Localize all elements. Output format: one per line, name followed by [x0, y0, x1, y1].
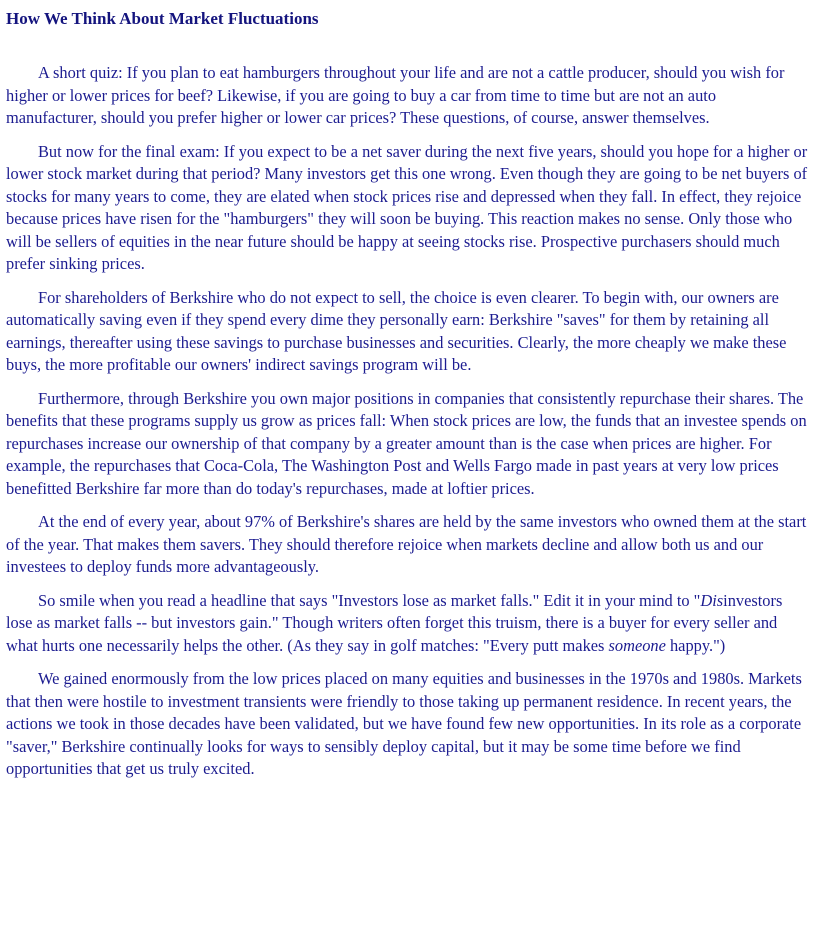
paragraph-repurchases: [6, 388, 808, 501]
paragraph-final-exam: [6, 141, 808, 276]
paragraph-headline: [6, 590, 808, 658]
paragraph-text: But now for the final exam: If you expect to be a net saver during the next five years, should you hope for a higher or lower stock market during that period? Many investors get this one wrong. Even though they are going to be net buyers of stocks for many years to come, they are elated when stock prices rise and depressed when they fall. In effect, they rejoice because prices have risen for the "hamburgers" they will soon be buying. This reaction makes no sense. Only those who will be sellers of equities in the near future should be happy at seeing stocks rise. Prospective purchasers should much prefer sinking prices.: [6, 141, 808, 273]
document-title: How We Think About Market Fluctuations: [6, 9, 319, 28]
paragraph-shareholders: [6, 287, 808, 377]
paragraph-text: We gained enormously from the low prices placed on many equities and businesses in the 1970s and 1980s. Markets that then were hostile to investment transients were friendly to those taking up permanent residence. In recent years, the actions we took in those decades have been validated, but we have found few new opportunities. In its role as a corporate "saver," Berkshire continually looks for ways to sensibly deploy capital, but it may be some time before we find opportunities that get us truly excited.: [6, 669, 802, 778]
italic-text: Dis: [700, 590, 724, 610]
paragraph-text: For shareholders of Berkshire who do not expect to sell, the choice is even clearer. To begin with, our owners are automatically saving even if they spend every dime they personally earn: Berkshire "saves" for them by retaining all earnings, thereafter using these savings to purchase businesses and securities. Clearly, the more cheaply we make these buys, the more profitable our owners' indirect savings program will be.: [6, 287, 787, 374]
italic-text: someone: [608, 635, 666, 655]
paragraph-quiz: [6, 62, 808, 130]
paragraph-text: Furthermore, through Berkshire you own major positions in companies that consistently repurchase their shares. The benefits that these programs supply us grow as prices fall: When stock prices are low, the funds that an investee spends on repurchases increase our ownership of that company by a greater amount than is the case when prices are higher. For example, the repurchases that Coca-Cola, The Washington Post and Wells Fargo made in past years at very low prices benefitted Berkshire far more than do today's repurchases, made at loftier prices.: [6, 388, 807, 498]
paragraph-text: So smile when you read a headline that says "Investors lose as market falls." Edit it in your mind to ": [38, 590, 701, 610]
paragraph-text: A short quiz: If you plan to eat hamburgers throughout your life and are not a cattle producer, should you wish for higher or lower prices for beef? Likewise, if you are going to buy a car from time to time but are not an auto manufacturer, should you prefer higher or lower car prices? These questions, of course, answer themselves.: [6, 63, 785, 127]
document-body: [6, 62, 808, 781]
paragraph-text: investors lose as market falls -- but investors gain." Though writers often forget this truism, there is a buyer for every seller and what hurts one necessarily helps the other. (As they say in golf matches: "Every putt makes: [6, 590, 783, 655]
paragraph-text: happy."): [665, 635, 726, 655]
paragraph-text: At the end of every year, about 97% of Berkshire's shares are held by the same investors who owned them at the start of the year. That makes them savers. They should therefore rejoice when markets decline and allow both us and our investees to deploy funds more advantageously.: [6, 512, 807, 576]
paragraph-opportunities: [6, 668, 808, 781]
paragraph-savers: [6, 511, 808, 579]
